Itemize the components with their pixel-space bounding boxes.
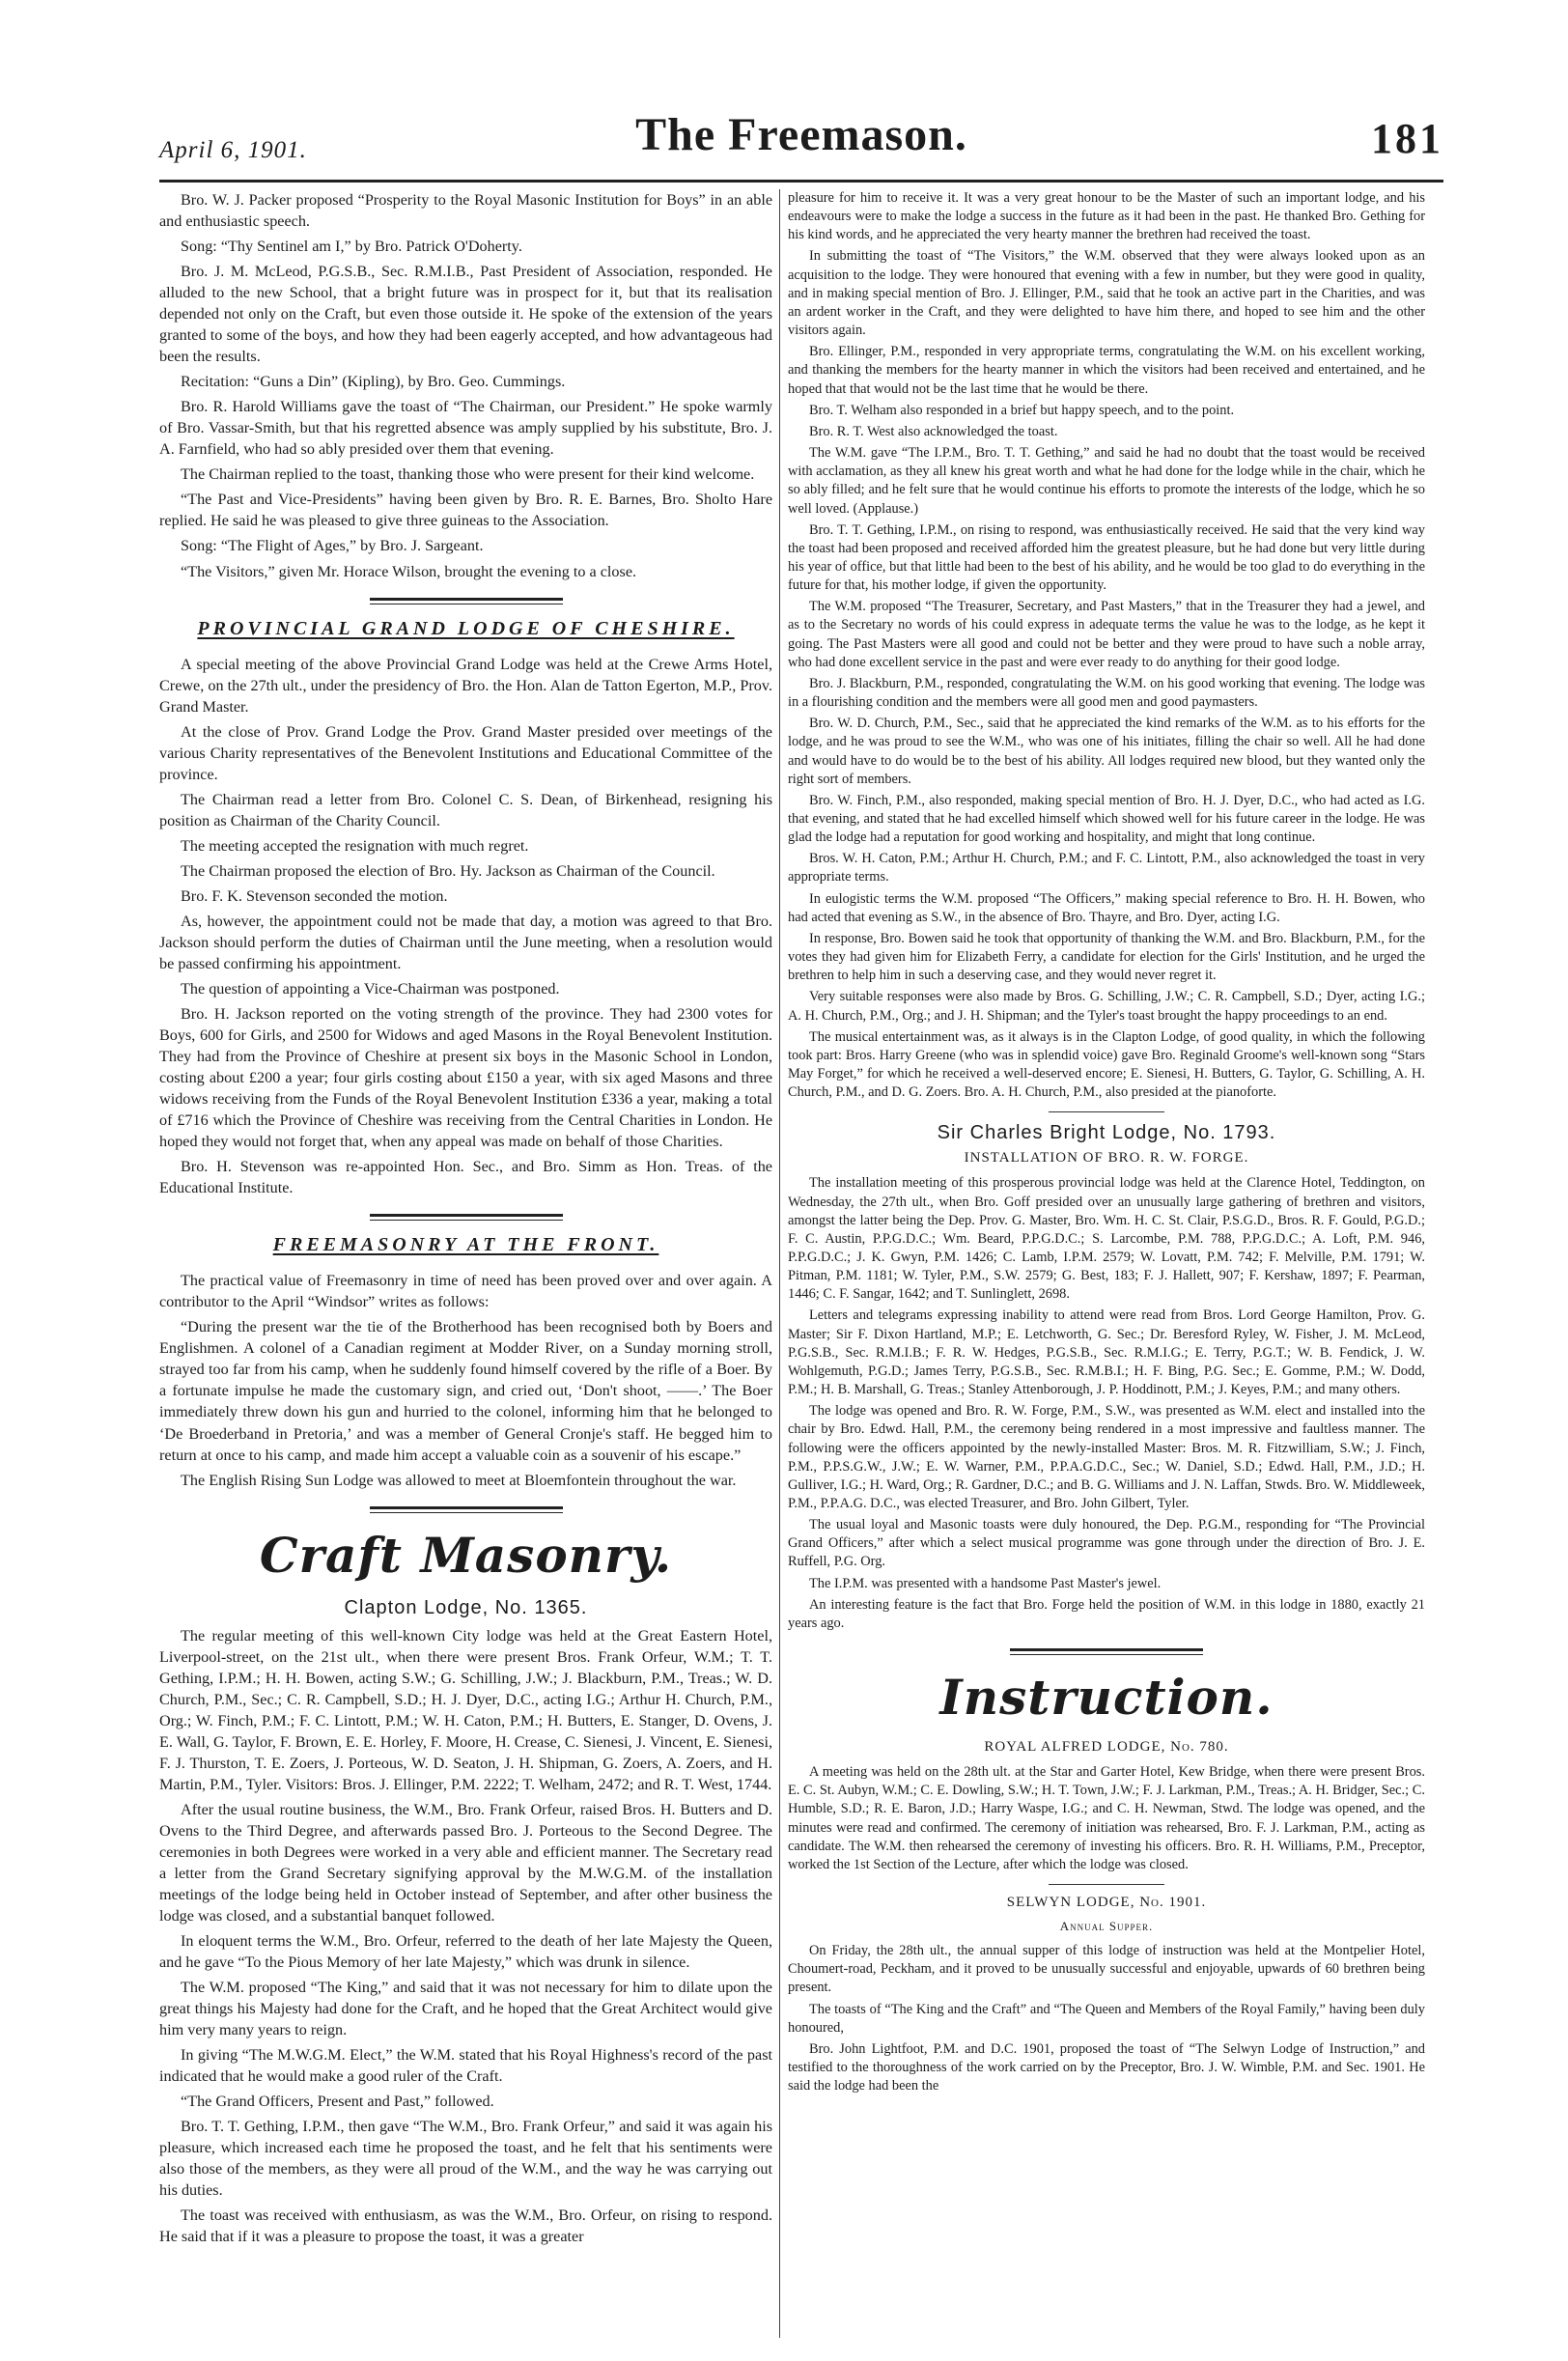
- section-rule: [370, 1214, 563, 1221]
- paragraph: After the usual routine business, the W.M., Bro. Frank Orfeur, raised Bros. H. Butters and D. Ovens to the Third Degree, and afterwards passed Bro. J. Porteous to the Second Degree. The ceremonies in both Degrees were worked in a very able and efficient manner. The Secretary read a letter from the Grand Secretary signifying approval by the M.W.G.M. of the installation meetings of the lodge being held in October instead of September, and after other business the lodge was closed, and a substantial banquet followed.: [159, 1800, 772, 1925]
- lodge-heading: ROYAL ALFRED LODGE, No. 780.: [984, 1739, 1229, 1756]
- paragraph: Bro. T. T. Gething, I.P.M., on rising to respond, was enthusiastically received. He said that the very kind way the toast had been proposed and received afforded him the greatest pleasure, but he had done but very little during his year of office, but that little had been to the best of his ability, and he would be too glad to do everything in the future for that, his mother lodge, if given the opportunity.: [788, 521, 1425, 594]
- bright-lodge-article: [788, 1122, 1425, 1633]
- cheshire-article: [159, 618, 772, 1199]
- section-heading: PROVINCIAL GRAND LODGE OF CHESHIRE.: [197, 617, 735, 639]
- paragraph: Bro. H. Stevenson was re-appointed Hon. Sec., and Bro. Simm as Hon. Treas. of the Educational Institute.: [159, 1158, 772, 1197]
- paragraph: In response, Bro. Bowen said he took that opportunity of thanking the W.M. and Bro. Blackburn, P.M., for the votes they had given him for Elizabeth Ferry, a candidate for election for the Girls' Institution, and he urged the brethren to help him in such a deserving case, and they would never regret it.: [788, 930, 1425, 984]
- paragraph: In submitting the toast of “The Visitors,” the W.M. observed that they were always looked upon as an acquisition to the lodge. They were honoured that evening with a few in number, but they were good in quality, and in making special mention of Bro. J. Ellinger, P.M., said that he took an active part in the Charities, and was an ardent worker in the Craft, and they were delighted to have him there, and hoped to see him and the other visitors again.: [788, 248, 1425, 339]
- paragraph: Bro. F. K. Stevenson seconded the motion.: [181, 886, 448, 905]
- paragraph: “The Past and Vice-Presidents” having been given by Bro. R. E. Barnes, Bro. Sholto Hare replied. He said he was pleased to give three guineas to the Association.: [159, 491, 772, 530]
- lodge-heading: Clapton Lodge, No. 1365.: [344, 1596, 588, 1618]
- section-rule: [370, 1506, 563, 1513]
- paragraph: Bro. W. D. Church, P.M., Sec., said that he appreciated the kind remarks of the W.M. as to his efforts for the lodge, and he was proud to see the W.M., who was one of his initiates, filling the chair so well. All he had done and would have to do would be to the best of his ability. All lodges required new blood, but they wanted only the right sort of members.: [788, 716, 1425, 787]
- paragraph: As, however, the appointment could not be made that day, a motion was agreed to that Bro. Jackson should perform the duties of Chairman until the June meeting, when a resolution would be passed confirming his appointment.: [159, 912, 772, 972]
- paragraph: Bro. H. Jackson reported on the voting strength of the province. They had 2300 votes for Boys, 600 for Girls, and 2500 for Widows and aged Masons in the Royal Benevolent Institution. They had from the Province of Cheshire at present six boys in the Masonic School in London, costing about £200 a year; four girls costing about £150 a year, with six aged Masons and three widows receiving from the Funds of the Royal Benevolent Institution £336 a year, making a total of £716 which the Province of Cheshire was receiving from the Central Charities in London. He hoped they would not forget that, when any appeal was made on behalf of those Charities.: [159, 1005, 772, 1151]
- paragraph: The lodge was opened and Bro. R. W. Forge, P.M., S.W., was presented as W.M. elect and installed into the chair by Bro. Edwd. Hall, P.M., the ceremony being rendered in a most impressive and faultless manner. The following were the officers appointed by the newly-installed Master: Bros. M. R. Fitzwilliam, S.W.; J. Finch, P.M., P.P.S.G.W., J.W.; E. W. Warner, P.M., P.P.A.G.D.C., Sec.; W. Daniel, S.D.; Edwd. Hall, P.M., J.D.; H. Gulliver, I.G.; H. Ward, Org.; R. Gardner, D.C.; and B. G. Williams and J. N. Laffan, Stwds. Bro. W. Middleweek, P.M., P.P.A.G. D.C., was elected Treasurer, and Bro. John Gilbert, Tyler.: [788, 1403, 1425, 1511]
- paragraph: The regular meeting of this well-known City lodge was held at the Great Eastern Hotel, Liverpool-street, on the 21st ult., when there were present Bros. Frank Orfeur, W.M.; T. T. Gething, I.P.M.; H. H. Bowen, acting S.W.; G. Schilling, J.W.; J. Blackburn, P.M., Treas.; W. D. Church, P.M., Sec.; C. R. Campbell, S.D.; H. J. Dyer, D.C., acting I.G.; Arthur H. Church, P.M., Org.; W. Finch, P.M.; F. C. Lintott, P.M.; W. H. Caton, P.M.; H. Butters, E. Stanger, D. Ovens, J. E. Wall, G. Taylor, F. Brown, E. E. Horley, F. Moore, H. Crease, C. Sienesi, J. Vincent, E. Sienesi, F. J. Thurston, T. E. Zoers, J. Porteous, W. D. Seaton, J. H. Shipman, G. Zoers, A. Zoers, and H. Martin, P.M., Tyler. Visitors: Bros. J. Ellinger, P.M. 2222; T. Welham, 2472; and R. T. West, 1744.: [159, 1626, 772, 1793]
- issue-date: April 6, 1901.: [159, 137, 307, 163]
- paragraph: Bro. W. J. Packer proposed “Prosperity to the Royal Masonic Institution for Boys” in an able and enthusiastic speech.: [159, 191, 772, 231]
- paragraph: Bro. R. Harold Williams gave the toast of “The Chairman, our President.” He spoke warmly of Bro. Vassar-Smith, but that his regretted absence was amply supplied by his substitute, Bro. J. A. Farnfield, who had so ably presided over them that evening.: [159, 398, 772, 459]
- paragraph: Bro. J. Blackburn, P.M., responded, congratulating the W.M. on his good working that evening. The lodge was in a flourishing condition and the members were all good men and good paymasters.: [788, 675, 1425, 711]
- section-title: Instruction.: [939, 1669, 1274, 1727]
- paragraph: “During the present war the tie of the Brotherhood has been recognised both by Boers and Englishmen. A colonel of a Canadian regiment at Modder River, on a Sunday morning stroll, strayed too far from his camp, when he suddenly found himself covered by the rifle of a Boer. By a fortunate impulse he made the customary sign, and cried out, ‘Don't shoot, ——.’ The Boer immediately threw down his gun and hurried to the colonel, informing him that he belonged to ‘De Broederband in Pretoria,’ and was a member of General Cronje's staff. He begged him to return at once to his camp, and made him accept a valuable coin as a souvenir of his escape.”: [159, 1318, 772, 1464]
- paragraph: The meeting accepted the resignation with much regret.: [181, 836, 529, 855]
- column-divider: [779, 189, 780, 2338]
- paragraph: In eloquent terms the W.M., Bro. Orfeur, referred to the death of her late Majesty the Queen, and he gave “To the Pious Memory of her late Majesty,” which was drunk in silence.: [159, 1932, 772, 1972]
- paragraph: The usual loyal and Masonic toasts were duly honoured, the Dep. P.G.M., responding for “The Provincial Grand Officers,” after which a select musical programme was gone through under the direction of Bro. J. E. Ruffell, P.G. Org.: [788, 1517, 1425, 1570]
- paragraph: Bro. Ellinger, P.M., responded in very appropriate terms, congratulating the W.M. on his excellent working, and thanking the members for the hearty manner in which the visitors had been received and entertained, and he hoped that that would not be the last time that he would be there.: [788, 344, 1425, 397]
- paragraph: Bro. John Lightfoot, P.M. and D.C. 1901, proposed the toast of “The Selwyn Lodge of Instruction,” and testified to the thoroughness of the work carried on by the Preceptor, Bro. J. W. Wimble, P.M. and Sec. 1901. He said the lodge had been the: [788, 2040, 1425, 2094]
- paragraph: The musical entertainment was, as it always is in the Clapton Lodge, of good quality, in which the following took part: Bros. Harry Greene (who was in splendid voice) gave Bro. Reginald Groome's well-known song “Stars May Forget,” for which he received a well-deserved encore; E. Sienesi, H. Butters, G. Taylor, G. Schilling, A. H. Church, P.M., and D. G. Zoers. Bro. A. H. Church, P.M., also presided at the pianoforte.: [788, 1028, 1425, 1101]
- masthead: [159, 108, 1443, 178]
- section-rule: [1049, 1884, 1164, 1885]
- paragraph: Bros. W. H. Caton, P.M.; Arthur H. Church, P.M.; and F. C. Lintott, P.M., also acknowledged the toast in very appropriate terms.: [788, 851, 1425, 885]
- paragraph: At the close of Prov. Grand Lodge the Prov. Grand Master presided over meetings of the various Charity representatives of the Benevolent Institutions and Educational Committee of the province.: [159, 722, 772, 783]
- paragraph: Bro. T. T. Gething, I.P.M., then gave “The W.M., Bro. Frank Orfeur,” and said it was again his pleasure, which increased each time he proposed the toast, and he felt that his sentiments were also those of the members, as they were all proud of the W.M., and the way he was carrying out his duties.: [159, 2118, 772, 2200]
- clapton-continued: [788, 189, 1425, 1102]
- lodge-heading: SELWYN LODGE, No. 1901.: [1006, 1895, 1207, 1911]
- paragraph: Very suitable responses were also made by Bros. G. Schilling, J.W.; C. R. Campbell, S.D.; Dyer, acting I.G.; A. H. Church, P.M., Org.; and J. H. Shipman; and the Tyler's toast brought the happy proceedings to an end.: [788, 989, 1425, 1024]
- right-column: [788, 189, 1425, 2338]
- paragraph: On Friday, the 28th ult., the annual supper of this lodge of instruction was held at the Montpelier Hotel, Choumert-road, Peckham, and it proved to be unusually successful and enjoyable, upwards of 60 brethren being present.: [788, 1943, 1425, 1996]
- paragraph: The toasts of “The King and the Craft” and “The Queen and Members of the Royal Family,” having been duly honoured,: [788, 2001, 1425, 2036]
- paragraph: In eulogistic terms the W.M. proposed “The Officers,” making special reference to Bro. H. H. Bowen, who had acted that evening as S.W., in the absence of Bro. Thayre, and Bro. Dyer, acting I.G.: [788, 890, 1425, 925]
- section-rule: [1010, 1648, 1203, 1655]
- paragraph: “The Visitors,” given Mr. Horace Wilson, brought the evening to a close.: [181, 562, 637, 580]
- opening-report: [159, 189, 772, 582]
- paragraph: Letters and telegrams expressing inability to attend were read from Bros. Lord George Hamilton, Prov. G. Master; Sir F. Dixon Hartland, M.P.; E. Letchworth, G. Sec.; Dr. Beresford Ryley, W. Fisher, J. M. McLeod, P.G.S.B., Sec. R.M.I.B.; F. R. W. Hedges, P.G.S.B., Sec. R.M.I.G.; E. Terry, P.G.T.; W. B. Fendick, J. W. Wohlgemuth, P.G.D.; James Terry, P.G.S.B., Sec. R.M.B.I.; H. F. Bing, P.G. Sec.; E. Gomme, P.M.; W. Dodd, P.M.; H. B. Marshall, G. Treas.; Stanley Attenborough, J. P. Hoddinott, P.M.; J. Keyes, P.M.; and many others.: [788, 1307, 1425, 1398]
- front-article: [159, 1234, 772, 1490]
- paragraph: Bro. W. Finch, P.M., also responded, making special mention of Bro. H. J. Dyer, D.C., who had acted as I.G. that evening, and stated that he had excelled himself which showed well for his future career in the lodge. He was glad the lodge had a reputation for good working and hospitality, and might that long continue.: [788, 792, 1425, 846]
- paragraph: Song: “Thy Sentinel am I,” by Bro. Patrick O'Doherty.: [181, 238, 522, 256]
- paragraph: An interesting feature is the fact that Bro. Forge held the position of W.M. in this lodge in 1880, exactly 21 years ago.: [788, 1596, 1425, 1631]
- paragraph: Recitation: “Guns a Din” (Kipling), by Bro. Geo. Cummings.: [181, 373, 566, 391]
- paragraph: Song: “The Flight of Ages,” by Bro. J. Sargeant.: [181, 537, 484, 555]
- page-number: 181: [1371, 115, 1443, 162]
- paragraph: The installation meeting of this prosperous provincial lodge was held at the Clarence Hotel, Teddington, on Wednesday, the 27th ult., when Bro. Goff presided over an unusually large gathering of brethren and visitors, amongst the latter being the Dep. Prov. G. Master, Bro. Wm. H. C. St. Clair, P.S.G.D., Bros. R. F. Gould, P.G.D.; F. C. Austin, P.P.G.D.C.; Wm. Beard, P.P.G.D.C.; S. Larcombe, P.M. 788, P.P.G.D.C.; A. Loft, P.M. 946, P.P.G.D.C.; J. K. Gwyn, P.M. 1426; C. Lamb, I.P.M. 2579; W. Lovatt, P.M. 742; F. Melville, P.M. 1791; W. Pitman, P.M. 1181; W. Tyler, P.M., S.W. 2579; G. Best, 183; F. J. Hallett, 907; F. Kershaw, 1897; F. Pearman, 1446; C. F. Sangar, 1642; and T. Sunlinglett, 2698.: [788, 1175, 1425, 1303]
- instruction-section: [788, 1669, 1425, 2095]
- paragraph: “The Grand Officers, Present and Past,” followed.: [181, 2093, 494, 2111]
- paragraph: The Chairman read a letter from Bro. Colonel C. S. Dean, of Birkenhead, resigning his position as Chairman of the Charity Council.: [159, 790, 772, 829]
- section-title: Craft Masonry.: [259, 1526, 673, 1584]
- paragraph: The W.M. gave “The I.P.M., Bro. T. T. Gething,” and said he had no doubt that the toast would be received with acclamation, as they all knew his great worth and what he had done for the lodge while in the chair, which he so ably filled; and he felt sure that he would continue his efforts to promote the interests of the lodge, which he so well loved. (Applause.): [788, 445, 1425, 517]
- lodge-heading: Sir Charles Bright Lodge, No. 1793.: [937, 1122, 1276, 1144]
- lodge-subheading: INSTALLATION OF BRO. R. W. FORGE.: [964, 1150, 1249, 1166]
- paragraph: The question of appointing a Vice-Chairman was postponed.: [181, 979, 560, 998]
- paragraph: pleasure for him to receive it. It was a very great honour to be the Master of such an important lodge, and his endeavours were to make the lodge a success in the future as it had been in the past. He thanked Bro. Gething for his kind words, and he appreciated the very hearty manner the brethren had received the toast.: [788, 190, 1425, 243]
- masthead-rule: [159, 180, 1443, 183]
- left-column: [159, 189, 772, 2338]
- paragraph: A special meeting of the above Provincial Grand Lodge was held at the Crewe Arms Hotel, Crewe, on the 27th ult., under the presidency of Bro. the Hon. Alan de Tatton Egerton, M.P., Prov. Grand Master.: [159, 655, 772, 716]
- paragraph: The W.M. proposed “The Treasurer, Secretary, and Past Masters,” that in the Treasurer they had a jewel, and as to the Secretary no words of his could express in adequate terms the value he was to the lodge, as he kept it going. The Past Masters were all good and could not be better and they were proud to have such a noble array, who had done excellent service in the past and were ever ready to do anything for their good lodge.: [788, 599, 1425, 670]
- paragraph: Bro. R. T. West also acknowledged the toast.: [809, 423, 1058, 439]
- paragraph: The W.M. proposed “The King,” and said that it was not necessary for him to dilate upon the great things his Majesty had done for the Craft, and he hoped that the Great Architect would give him very many years to reign.: [159, 1979, 772, 2039]
- paragraph: The Chairman proposed the election of Bro. Hy. Jackson as Chairman of the Council.: [181, 861, 715, 880]
- publication-title: The Freemason.: [635, 109, 967, 160]
- paragraph: The English Rising Sun Lodge was allowed to meet at Bloemfontein throughout the war.: [181, 1471, 737, 1489]
- section-rule: [370, 598, 563, 604]
- paragraph: Bro. T. Welham also responded in a brief but happy speech, and to the point.: [809, 402, 1235, 418]
- craft-masonry-section: [159, 1527, 772, 2248]
- section-rule: [1049, 1111, 1164, 1112]
- paragraph: The Chairman replied to the toast, thanking those who were present for their kind welcome.: [181, 465, 755, 484]
- paragraph: A meeting was held on the 28th ult. at the Star and Garter Hotel, Kew Bridge, when there were present Bros. E. C. St. Aubyn, W.M.; C. E. Dowling, S.W.; H. T. Town, J.W.; F. J. Larkman, P.M., Treas.; A. H. Bridger, Sec.; C. Humble, S.D.; R. E. Baron, J.D.; Harry Waspe, I.G.; and C. H. Newman, Stwd. The lodge was opened, and the minutes were read and confirmed. The ceremony of initiation was rehearsed, Bro. F. J. Larkman, P.M., acting as candidate. The W.M. then rehearsed the ceremony of investing his officers. Bro. R. H. Williams, P.M., Preceptor, worked the 1st Section of the Lecture, after which the lodge was closed.: [788, 1764, 1425, 1872]
- paragraph: The I.P.M. was presented with a handsome Past Master's jewel.: [809, 1575, 1162, 1591]
- paragraph: The toast was received with enthusiasm, as was the W.M., Bro. Orfeur, on rising to respond. He said that if it was a pleasure to propose the toast, it was a greater: [159, 2206, 772, 2246]
- lodge-subheading: Annual Supper.: [1059, 1919, 1154, 1934]
- paragraph: Bro. J. M. McLeod, P.G.S.B., Sec. R.M.I.B., Past President of Association, responded. He alluded to the new School, that a bright future was in prospect for it, but that its realisation depended not only on the Craft, but even those outside it. He spoke of the extension of the years granted to some of the boys, and how they had been eagerly accepted, and how advantageous had been the results.: [159, 263, 772, 366]
- paragraph: The practical value of Freemasonry in time of need has been proved over and over again. A contributor to the April “Windsor” writes as follows:: [159, 1272, 772, 1311]
- section-heading: FREEMASONRY AT THE FRONT.: [272, 1234, 659, 1256]
- paragraph: In giving “The M.W.G.M. Elect,” the W.M. stated that his Royal Highness's record of the past indicated that he would make a good ruler of the Craft.: [159, 2046, 772, 2086]
